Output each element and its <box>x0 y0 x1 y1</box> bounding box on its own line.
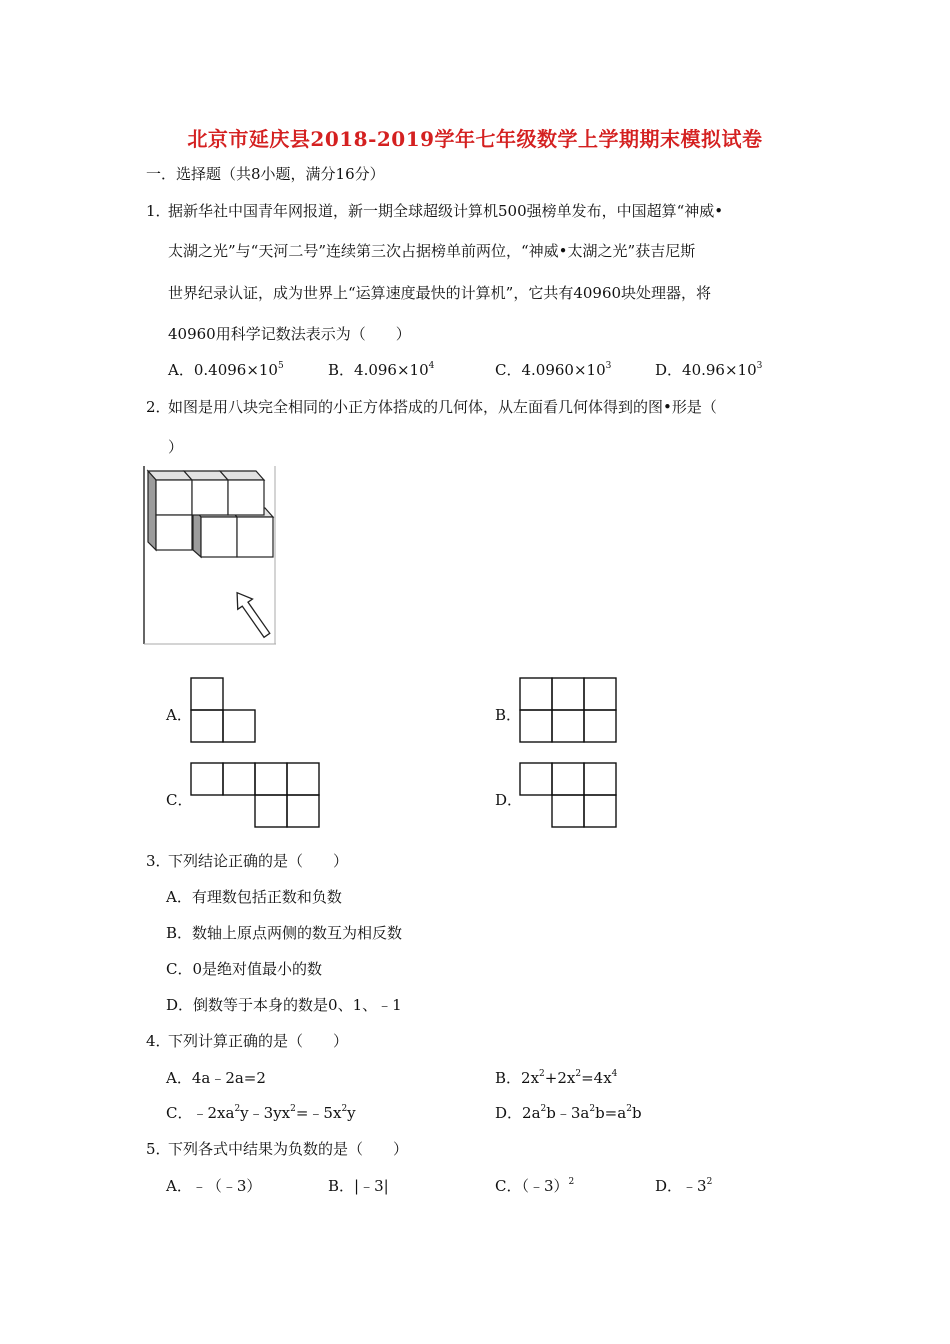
option-a: A．$0.4096\times 10^5$ <box>168 361 284 379</box>
question-number: 4． <box>146 1032 171 1050</box>
question-line: 如图是用八块完全相同的小正方体搭成的几何体，从左面看几何体得到的图•形是（ <box>168 398 717 416</box>
question-line: 据新华社中国青年网报道，新一期全球超级计算机500强榜单发布，中国超算“神威• <box>168 202 724 220</box>
option-d: D． <box>495 791 523 809</box>
question-stem: 下列结论正确的是（ ） <box>168 852 349 870</box>
view-option-b <box>518 676 618 744</box>
question-number: 1． <box>146 202 171 220</box>
question-number: 5． <box>146 1140 171 1158</box>
option-c: C．0是绝对值最小的数 <box>166 960 323 978</box>
option-b: B． <box>495 706 522 724</box>
section-heading: 一．选择题（共8小题，满分16分） <box>146 165 385 183</box>
option-d: D．$﹣3^2$ <box>655 1177 713 1195</box>
option-a: A．﹣（﹣3） <box>166 1177 262 1195</box>
option-b: B．$4.096\times 10^4$ <box>328 361 435 379</box>
option-a: A． <box>166 706 192 724</box>
option-a: A．有理数包括正数和负数 <box>166 888 342 906</box>
page-title: 北京市延庆县2018-2019学年七年级数学上学期期末模拟试卷 <box>187 127 763 151</box>
view-option-d <box>518 761 618 829</box>
option-c: C．$﹣2xa^2y﹣3yx^2=﹣5x^2y$ <box>166 1104 356 1122</box>
option-b: B．数轴上原点两侧的数互为相反数 <box>166 924 403 942</box>
cube-solid-figure <box>141 466 279 646</box>
option-b: B．|﹣3| <box>328 1177 389 1195</box>
question-stem: 下列计算正确的是（ ） <box>168 1032 349 1050</box>
question-number: 2． <box>146 398 171 416</box>
option-d: D．倒数等于本身的数是0、1、﹣1 <box>166 996 402 1014</box>
option-c: C． <box>166 791 193 809</box>
question-line: ） <box>168 438 184 456</box>
question-line: 太湖之光”与“天河二号”连续第三次占据榜单前两位，“神威•太湖之光”获吉尼斯 <box>168 242 696 260</box>
question-stem: 下列各式中结果为负数的是（ ） <box>168 1140 409 1158</box>
option-d: D．$40.96\times 10^3$ <box>655 361 763 379</box>
question-line: 世界纪录认证，成为世界上“运算速度最快的计算机”，它共有40960块处理器，将 <box>168 284 712 302</box>
option-a: A．4a﹣2a=2 <box>166 1069 266 1087</box>
option-c: C．（﹣3）$^2$ <box>495 1177 575 1195</box>
view-option-a <box>189 676 257 744</box>
option-c: C．$4.0960\times 10^3$ <box>495 361 612 379</box>
question-line: 40960用科学记数法表示为（ ） <box>168 325 411 343</box>
option-b: B．$2x^2+2x^2=4x^4$ <box>495 1069 618 1087</box>
option-d: D．$2a^2b﹣3a^2b=a^2b$ <box>495 1104 642 1122</box>
question-number: 3． <box>146 852 171 870</box>
view-option-c <box>189 761 321 829</box>
